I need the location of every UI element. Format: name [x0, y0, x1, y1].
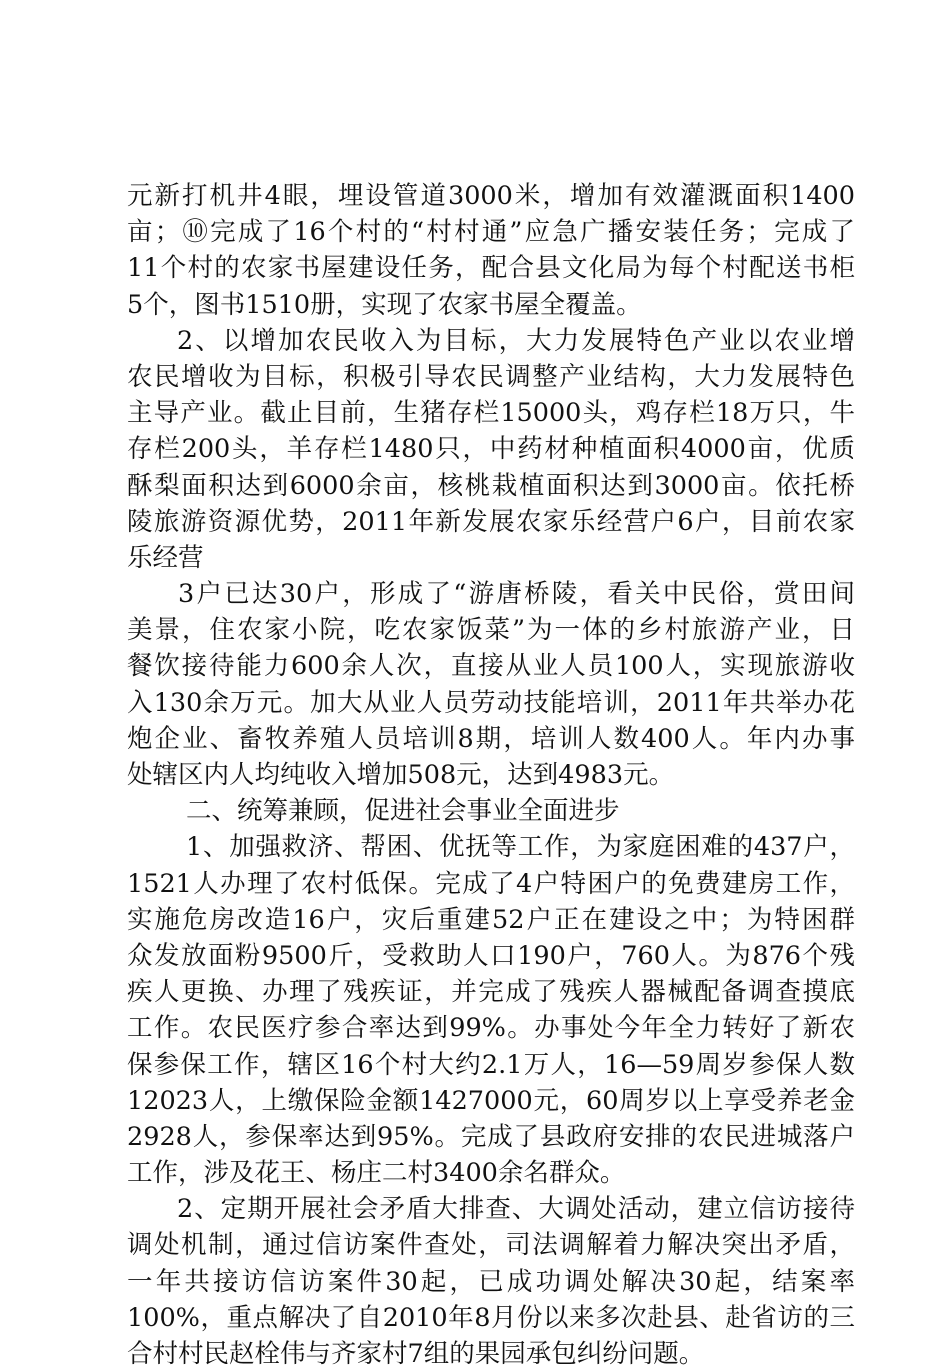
- section-heading: 二、统筹兼顾，促进社会事业全面进步: [186, 796, 620, 827]
- text-line: 1、加强救济、帮困、优抚等工作，为家庭困难的437户，: [186, 832, 855, 863]
- text-line: 陵旅游资源优势，2011年新发展农家乐经营户6户，目前农家: [127, 506, 855, 537]
- text-line: 11个村的农家书屋建设任务，配合县文化局为每个村配送书柜: [127, 253, 855, 284]
- text-line: 12023人，上缴保险金额1427000元，60周岁以上享受养老金: [127, 1085, 855, 1116]
- text-line: 处辖区内人均纯收入增加508元，达到4983元。: [127, 760, 675, 790]
- text-line: 入130余万元。加大从业人员劳动技能培训，2011年共举办花: [127, 687, 855, 718]
- text-line: 保参保工作，辖区16个村大约2.1万人，16—59周岁参保人数: [127, 1049, 855, 1080]
- text-line: 2928人，参保率达到95%。完成了县政府安排的农民进城落户: [127, 1121, 855, 1152]
- text-line: 合村村民赵栓伟与齐家村7组的果园承包纠纷问题。: [127, 1339, 705, 1369]
- text-line: 疾人更换、办理了残疾证，并完成了残疾人器械配备调查摸底: [127, 977, 855, 1008]
- text-line: 5个，图书1510册，实现了农家书屋全覆盖。: [127, 289, 642, 320]
- text-line: 100%，重点解决了自2010年8月份以来多次赴县、赴省访的三: [127, 1302, 855, 1333]
- text-line: 美景，住农家小院，吃农家饭菜”为一体的乡村旅游产业，日: [127, 615, 855, 646]
- text-line: 工作。农民医疗参合率达到99%。办事处今年全力转好了新农: [127, 1013, 855, 1044]
- text-line: 调处机制，通过信访案件查处，司法调解着力解决突出矛盾，: [127, 1230, 855, 1261]
- text-line: 工作，涉及花王、杨庄二村3400余名群众。: [127, 1158, 626, 1189]
- text-line: 餐饮接待能力600余人次，直接从业人员100人，实现旅游收: [127, 651, 855, 682]
- text-line: 亩；⑩完成了16个村的“村村通”应急广播安装任务；完成了: [127, 217, 855, 248]
- text-line: 2、以增加农民收入为目标，大力发展特色产业以农业增: [177, 325, 855, 356]
- text-line: 一年共接访信访案件30起，已成功调处解决30起，结案率: [127, 1266, 855, 1297]
- text-line: 众发放面粉9500斤，受救助人口190户，760人。为876个残: [127, 940, 855, 971]
- text-line: 2、定期开展社会矛盾大排查、大调处活动，建立信访接待: [177, 1194, 855, 1225]
- text-line: 3户已达30户，形成了“游唐桥陵，看关中民俗，赏田间: [178, 579, 855, 610]
- text-line: 酥梨面积达到6000余亩，核桃栽植面积达到3000亩。依托桥: [127, 470, 855, 501]
- text-line: 元新打机井4眼，埋设管道3000米，增加有效灌溉面积1400: [127, 181, 855, 211]
- text-line: 炮企业、畜牧养殖人员培训8期，培训人数400人。年内办事: [127, 723, 855, 754]
- text-line: 乐经营: [127, 542, 204, 573]
- text-line: 农民增收为目标，积极引导农民调整产业结构，大力发展特色: [127, 361, 855, 392]
- text-line: 实施危房改造16户，灾后重建52户正在建设之中；为特困群: [127, 904, 855, 935]
- text-line: 主导产业。截止目前，生猪存栏15000头，鸡存栏18万只，牛: [127, 398, 855, 429]
- text-line: 存栏200头，羊存栏1480只，中药材种植面积4000亩，优质: [127, 434, 855, 465]
- text-line: 1521人办理了农村低保。完成了4户特困户的免费建房工作，: [127, 868, 855, 899]
- document-body: [127, 178, 855, 1372]
